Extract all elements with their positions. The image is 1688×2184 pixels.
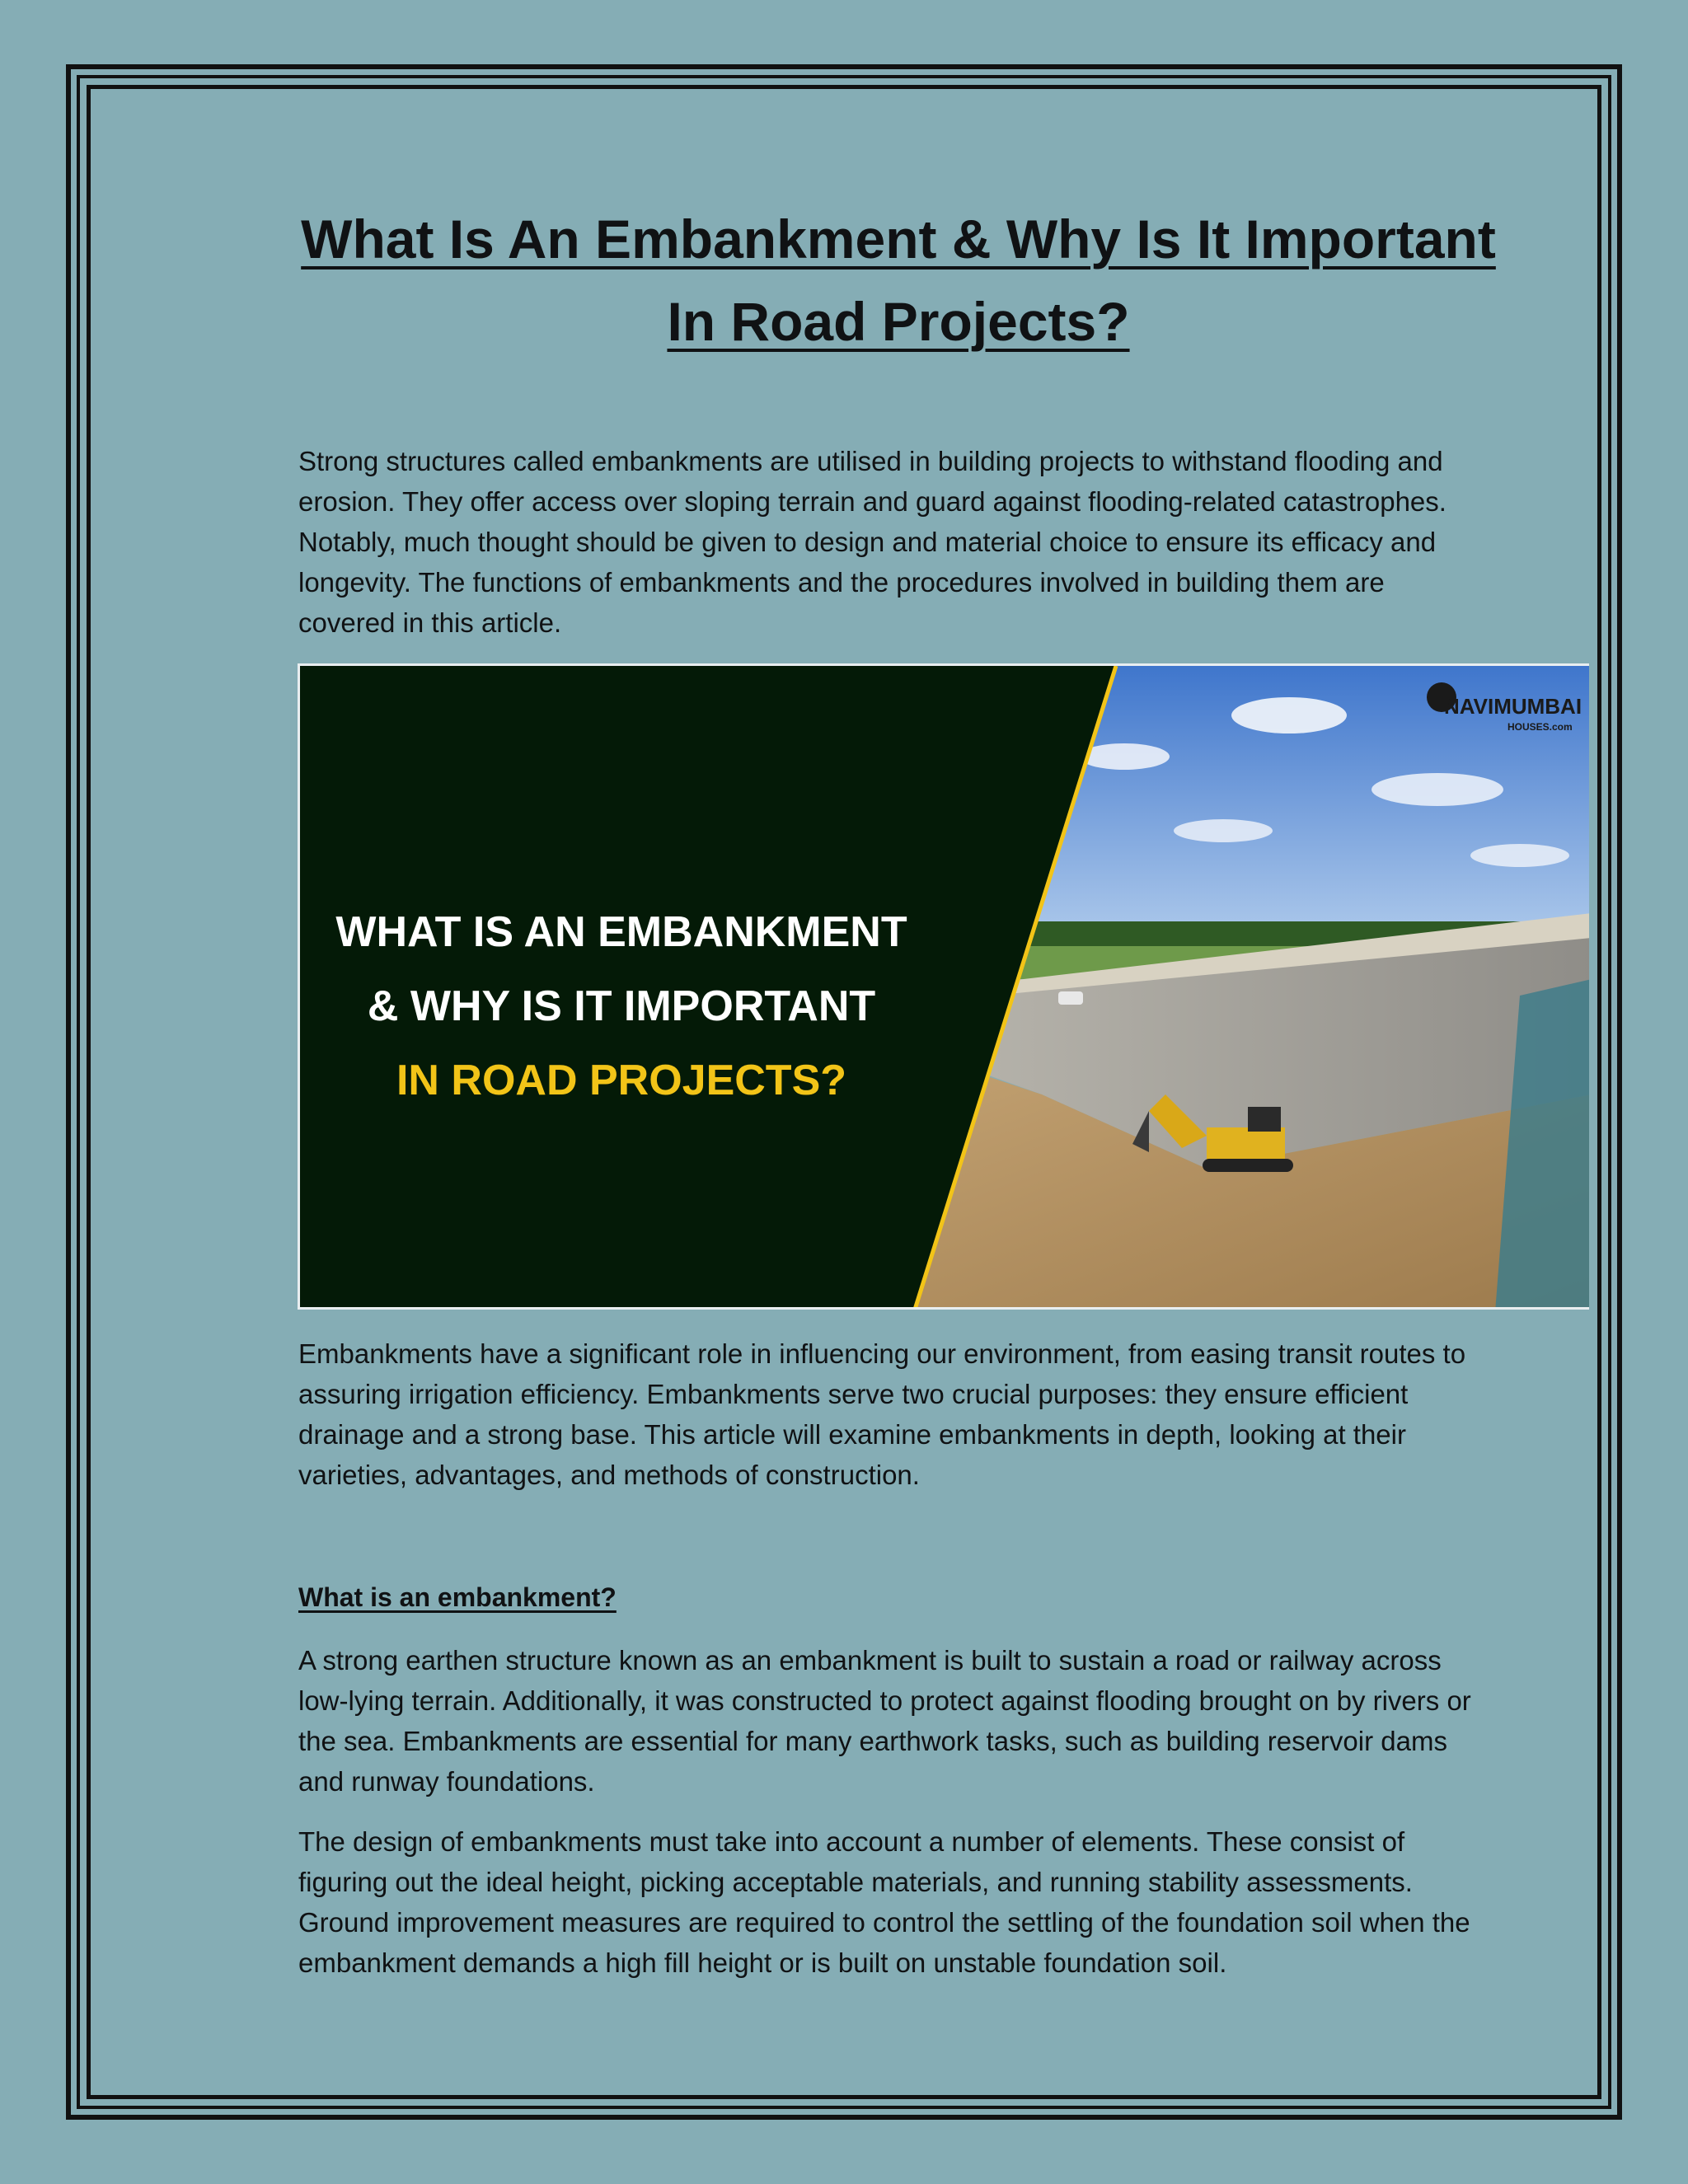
- hero-line-1: WHAT IS AN EMBANKMENT: [335, 908, 907, 956]
- section-heading-what-is: What is an embankment?: [298, 1582, 617, 1612]
- intro-paragraph: Strong structures called embankments are utilised in building projects to withstand flooding and erosion. They offer access over sloping terrain and guard against flooding-related catastrophes. Notably, much thought should be given to design and material choice to ensure its efficacy and longevity. The functions of embankments and the procedures involved in building them are covered in this article.: [298, 446, 1447, 638]
- logo-subtext: HOUSES.com: [1507, 721, 1573, 733]
- logo-text: NAVIMUMBAI: [1444, 694, 1582, 719]
- hero-line-2: & WHY IS IT IMPORTANT: [367, 982, 876, 1030]
- hero-line-3: IN ROAD PROJECTS?: [396, 1057, 847, 1104]
- hero-image: [298, 663, 1589, 1310]
- section-paragraph-2: The design of embankments must take into account a number of elements. These consist of figuring out the ideal height, picking acceptable materials, and running stability assessments. Ground improvement measures are required to control the settling of the foundation soil when the embankment demands a high fill height or is built on unstable foundation soil.: [298, 1826, 1470, 1978]
- article-title: What Is An Embankment & Why Is It Important In Road Projects?: [301, 209, 1496, 352]
- section-paragraph-1: A strong earthen structure known as an embankment is built to sustain a road or railway across low-lying terrain. Additionally, it was constructed to protect against flooding brought on by rivers or the sea. Embankments are essential for many earthwork tasks, such as building reservoir dams and runway foundations.: [298, 1645, 1471, 1797]
- paragraph-after-image: Embankments have a significant role in influencing our environment, from easing transit routes to assuring irrigation efficiency. Embankments serve two crucial purposes: they ensure efficient drainage and a strong base. This article will examine embankments in depth, looking at their varieties, advantages, and methods of construction.: [298, 1338, 1466, 1490]
